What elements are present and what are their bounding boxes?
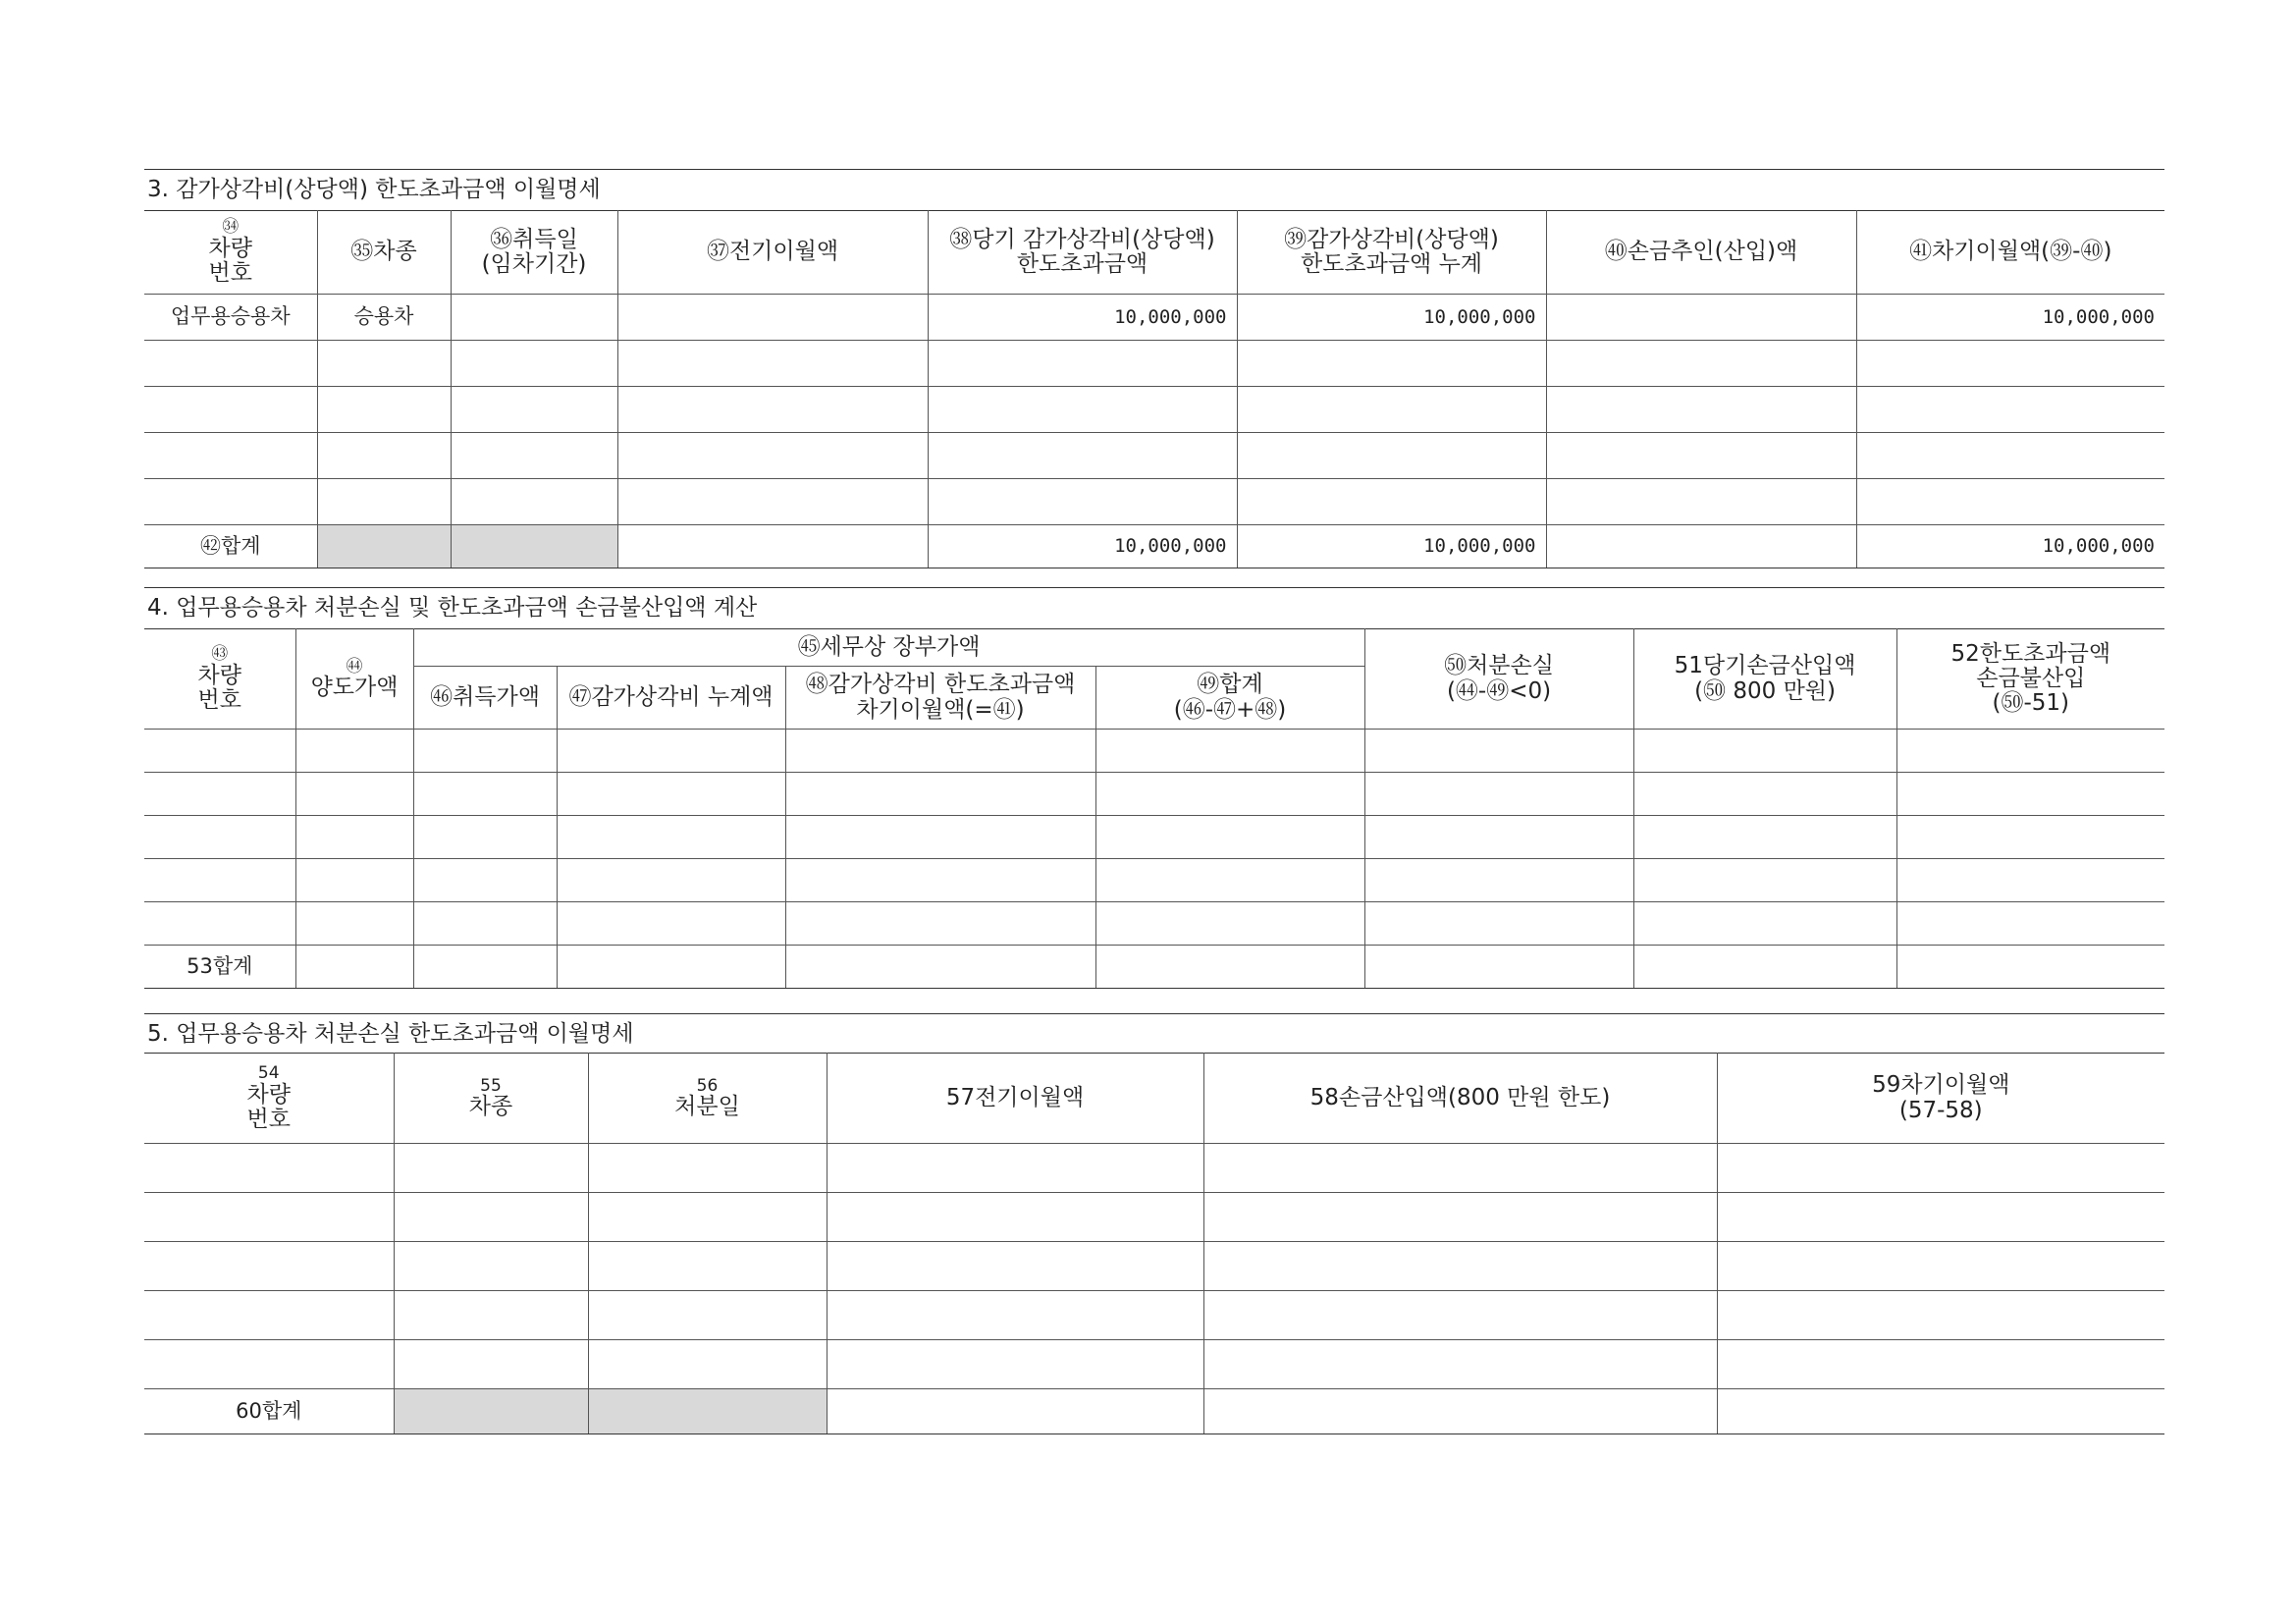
- cell-vehicle-type[interactable]: [317, 433, 451, 479]
- section-5-table: [144, 1053, 2164, 1434]
- cell-input[interactable]: [557, 816, 785, 859]
- table-row: [144, 816, 2164, 859]
- header-vehicle-number: ㊸ 차량 번호: [144, 629, 295, 730]
- cell-input[interactable]: [827, 1193, 1203, 1242]
- total-current-excess[interactable]: 10,000,000: [928, 525, 1237, 568]
- section-3-table: [144, 210, 2164, 568]
- cell-input[interactable]: [1203, 1291, 1717, 1340]
- total-prior-carryover[interactable]: [617, 525, 928, 568]
- cell-input[interactable]: [295, 859, 413, 902]
- cell-vehicle-type[interactable]: [317, 387, 451, 433]
- cell-input[interactable]: [413, 773, 557, 816]
- cell-input[interactable]: [588, 1242, 827, 1291]
- cell-input[interactable]: [413, 902, 557, 946]
- header-disposal-loss: ㊿처분손실 (㊹-㊾<0): [1364, 629, 1633, 730]
- header-prior-carryover: ㊲전기이월액: [617, 211, 928, 295]
- cell-input[interactable]: [413, 730, 557, 773]
- table-header-row: [144, 211, 2164, 295]
- cell-input[interactable]: [1364, 946, 1633, 989]
- cell-input[interactable]: [1364, 730, 1633, 773]
- header-transfer-value: ㊹ 양도가액: [295, 629, 413, 730]
- cell-input[interactable]: [1095, 816, 1364, 859]
- cell-deductible-amount[interactable]: [1546, 479, 1856, 525]
- cell-input[interactable]: [1633, 946, 1896, 989]
- cell-input[interactable]: [827, 1389, 1203, 1434]
- total-next-carryover[interactable]: 10,000,000: [1856, 525, 2164, 568]
- cell-input[interactable]: [557, 730, 785, 773]
- table-row: [144, 1340, 2164, 1389]
- cell-cumulative-excess[interactable]: [1237, 479, 1546, 525]
- cell-next-carryover[interactable]: 10,000,000: [1856, 295, 2164, 341]
- table-row: [144, 479, 2164, 525]
- cell-acquisition-date[interactable]: [451, 479, 617, 525]
- total-row: [144, 946, 2164, 989]
- total-label: 60합계: [144, 1389, 394, 1434]
- header-sum: ㊾합계 (㊻-㊼+㊽): [1095, 667, 1364, 730]
- cell-input[interactable]: [1364, 902, 1633, 946]
- cell-input[interactable]: [827, 1242, 1203, 1291]
- cell-input[interactable]: [827, 1291, 1203, 1340]
- table-row: [144, 341, 2164, 387]
- cell-vehicle-number[interactable]: [144, 433, 317, 479]
- cell-input[interactable]: [785, 902, 1095, 946]
- cell-vehicle-number[interactable]: [144, 341, 317, 387]
- header-next-carryover: ㊶차기이월액(㊴-㊵): [1856, 211, 2164, 295]
- cell-input[interactable]: [1896, 773, 2164, 816]
- cell-prior-carryover[interactable]: [617, 433, 928, 479]
- table-row: [144, 295, 2164, 341]
- cell-vehicle-number[interactable]: 업무용승용차: [144, 295, 317, 341]
- cell-input[interactable]: [1203, 1389, 1717, 1434]
- section-4-table: [144, 628, 2164, 989]
- cell-input[interactable]: [1896, 902, 2164, 946]
- header-cumulative-excess: ㊴감가상각비(상당액) 한도초과금액 누계: [1237, 211, 1546, 295]
- cell-current-excess[interactable]: 10,000,000: [928, 295, 1237, 341]
- cell-input[interactable]: [588, 1193, 827, 1242]
- cell-input[interactable]: [144, 1193, 394, 1242]
- cell-input[interactable]: [1095, 730, 1364, 773]
- cell-input[interactable]: [1896, 859, 2164, 902]
- cell-input[interactable]: [413, 946, 557, 989]
- cell-input[interactable]: [1896, 946, 2164, 989]
- cell-current-excess[interactable]: [928, 433, 1237, 479]
- cell-input[interactable]: [1203, 1193, 1717, 1242]
- cell-prior-carryover[interactable]: [617, 295, 928, 341]
- cell-input[interactable]: [144, 859, 295, 902]
- cell-input[interactable]: [295, 946, 413, 989]
- cell-vehicle-number[interactable]: [144, 479, 317, 525]
- cell-input[interactable]: [394, 1193, 588, 1242]
- cell-cumulative-excess[interactable]: [1237, 387, 1546, 433]
- cell-input[interactable]: [1896, 730, 2164, 773]
- cell-vehicle-type[interactable]: [317, 341, 451, 387]
- table-row: [144, 1144, 2164, 1193]
- cell-input[interactable]: [394, 1242, 588, 1291]
- table-row: [144, 859, 2164, 902]
- cell-acquisition-date[interactable]: [451, 341, 617, 387]
- cell-input[interactable]: [144, 773, 295, 816]
- cell-input[interactable]: [1633, 730, 1896, 773]
- header-vehicle-number: 54 차량 번호: [144, 1054, 394, 1144]
- shaded-cell: [394, 1389, 588, 1434]
- total-label: ㊷합계: [144, 525, 317, 568]
- header-acquisition-date: ㊱취득일 (임차기간): [451, 211, 617, 295]
- header-nondeductible-excess: 52한도초과금액 손금불산입 (㊿-51): [1896, 629, 2164, 730]
- shaded-cell: [451, 525, 617, 568]
- cell-next-carryover[interactable]: [1856, 479, 2164, 525]
- cell-next-carryover[interactable]: [1856, 433, 2164, 479]
- cell-cumulative-excess[interactable]: [1237, 341, 1546, 387]
- cell-input[interactable]: [1364, 816, 1633, 859]
- cell-deductible-amount[interactable]: [1546, 295, 1856, 341]
- cell-next-carryover[interactable]: [1856, 387, 2164, 433]
- cell-input[interactable]: [785, 773, 1095, 816]
- table-row: [144, 433, 2164, 479]
- cell-input[interactable]: [557, 859, 785, 902]
- cell-input[interactable]: [588, 1144, 827, 1193]
- cell-input[interactable]: [1717, 1389, 2164, 1434]
- total-deductible-amount[interactable]: [1546, 525, 1856, 568]
- cell-input[interactable]: [588, 1291, 827, 1340]
- header-excess-carryover: ㊽감가상각비 한도초과금액 차기이월액(=㊶): [785, 667, 1095, 730]
- cell-input[interactable]: [1633, 859, 1896, 902]
- table-row: [144, 1193, 2164, 1242]
- cell-input[interactable]: [394, 1340, 588, 1389]
- cell-input[interactable]: [588, 1340, 827, 1389]
- header-tax-book-value: ㊺세무상 장부가액: [413, 629, 1364, 667]
- shaded-cell: [317, 525, 451, 568]
- section-5-title: 5. 업무용승용차 처분손실 한도초과금액 이월명세: [144, 1013, 2164, 1054]
- header-vehicle-type: ㉟차종: [317, 211, 451, 295]
- cell-input[interactable]: [1095, 946, 1364, 989]
- cell-input[interactable]: [144, 1291, 394, 1340]
- header-vehicle-type: 55 차종: [394, 1054, 588, 1144]
- cell-vehicle-type[interactable]: 승용차: [317, 295, 451, 341]
- header-vehicle-number: ㉞ 차량 번호: [144, 211, 317, 295]
- cell-input[interactable]: [1633, 773, 1896, 816]
- header-acquisition-value: ㊻취득가액: [413, 667, 557, 730]
- cell-input[interactable]: [295, 730, 413, 773]
- cell-input[interactable]: [1633, 902, 1896, 946]
- cell-input[interactable]: [144, 1242, 394, 1291]
- shaded-cell: [588, 1389, 827, 1434]
- total-label: 53합계: [144, 946, 295, 989]
- table-row: [144, 1242, 2164, 1291]
- header-current-excess: ㊳당기 감가상각비(상당액) 한도초과금액: [928, 211, 1237, 295]
- cell-cumulative-excess[interactable]: [1237, 433, 1546, 479]
- cell-deductible-amount[interactable]: [1546, 433, 1856, 479]
- cell-input[interactable]: [144, 730, 295, 773]
- table-row: [144, 730, 2164, 773]
- header-current-deduction: 51당기손금산입액 (㊿ 800 만원): [1633, 629, 1896, 730]
- cell-input[interactable]: [1717, 1193, 2164, 1242]
- cell-input[interactable]: [413, 816, 557, 859]
- cell-current-excess[interactable]: [928, 387, 1237, 433]
- cell-input[interactable]: [1717, 1291, 2164, 1340]
- cell-input[interactable]: [144, 1340, 394, 1389]
- cell-input[interactable]: [1364, 859, 1633, 902]
- table-header-row: [144, 1054, 2164, 1144]
- cell-input[interactable]: [295, 816, 413, 859]
- header-disposal-date: 56 처분일: [588, 1054, 827, 1144]
- cell-input[interactable]: [1364, 773, 1633, 816]
- cell-input[interactable]: [295, 902, 413, 946]
- cell-input[interactable]: [1203, 1340, 1717, 1389]
- table-row: [144, 1291, 2164, 1340]
- cell-current-excess[interactable]: [928, 341, 1237, 387]
- cell-prior-carryover[interactable]: [617, 479, 928, 525]
- section-4-title: 4. 업무용승용차 처분손실 및 한도초과금액 손금불산입액 계산: [144, 587, 2164, 627]
- header-prior-carryover: 57전기이월액: [827, 1054, 1203, 1144]
- cell-input[interactable]: [1095, 902, 1364, 946]
- cell-input[interactable]: [1095, 773, 1364, 816]
- total-cumulative-excess[interactable]: 10,000,000: [1237, 525, 1546, 568]
- cell-input[interactable]: [785, 859, 1095, 902]
- cell-acquisition-date[interactable]: [451, 295, 617, 341]
- cell-prior-carryover[interactable]: [617, 387, 928, 433]
- cell-input[interactable]: [295, 773, 413, 816]
- cell-next-carryover[interactable]: [1856, 341, 2164, 387]
- table-row: [144, 773, 2164, 816]
- cell-acquisition-date[interactable]: [451, 433, 617, 479]
- cell-deductible-amount[interactable]: [1546, 387, 1856, 433]
- cell-acquisition-date[interactable]: [451, 387, 617, 433]
- cell-input[interactable]: [785, 946, 1095, 989]
- cell-cumulative-excess[interactable]: 10,000,000: [1237, 295, 1546, 341]
- cell-input[interactable]: [144, 902, 295, 946]
- table-row: [144, 387, 2164, 433]
- cell-input[interactable]: [413, 859, 557, 902]
- cell-current-excess[interactable]: [928, 479, 1237, 525]
- cell-input[interactable]: [1717, 1340, 2164, 1389]
- total-row: [144, 1389, 2164, 1434]
- cell-prior-carryover[interactable]: [617, 341, 928, 387]
- cell-input[interactable]: [1203, 1144, 1717, 1193]
- cell-input[interactable]: [144, 816, 295, 859]
- cell-input[interactable]: [557, 946, 785, 989]
- cell-input[interactable]: [394, 1291, 588, 1340]
- cell-input[interactable]: [394, 1144, 588, 1193]
- cell-input[interactable]: [1717, 1144, 2164, 1193]
- cell-input[interactable]: [1633, 816, 1896, 859]
- table-row: [144, 902, 2164, 946]
- section-3-title: 3. 감가상각비(상당액) 한도초과금액 이월명세: [144, 169, 2164, 209]
- cell-input[interactable]: [144, 1144, 394, 1193]
- cell-vehicle-type[interactable]: [317, 479, 451, 525]
- cell-input[interactable]: [827, 1144, 1203, 1193]
- cell-input[interactable]: [1717, 1242, 2164, 1291]
- header-accum-depreciation: ㊼감가상각비 누계액: [557, 667, 785, 730]
- cell-input[interactable]: [1203, 1242, 1717, 1291]
- cell-input[interactable]: [557, 773, 785, 816]
- cell-input[interactable]: [1095, 859, 1364, 902]
- cell-vehicle-number[interactable]: [144, 387, 317, 433]
- cell-deductible-amount[interactable]: [1546, 341, 1856, 387]
- table-header-row: [144, 629, 2164, 667]
- cell-input[interactable]: [785, 730, 1095, 773]
- header-deduction-limit: 58손금산입액(800 만원 한도): [1203, 1054, 1717, 1144]
- header-next-carryover: 59차기이월액 (57-58): [1717, 1054, 2164, 1144]
- cell-input[interactable]: [1896, 816, 2164, 859]
- header-deductible-amount: ㊵손금추인(산입)액: [1546, 211, 1856, 295]
- total-row: [144, 525, 2164, 568]
- cell-input[interactable]: [557, 902, 785, 946]
- cell-input[interactable]: [827, 1340, 1203, 1389]
- cell-input[interactable]: [785, 816, 1095, 859]
